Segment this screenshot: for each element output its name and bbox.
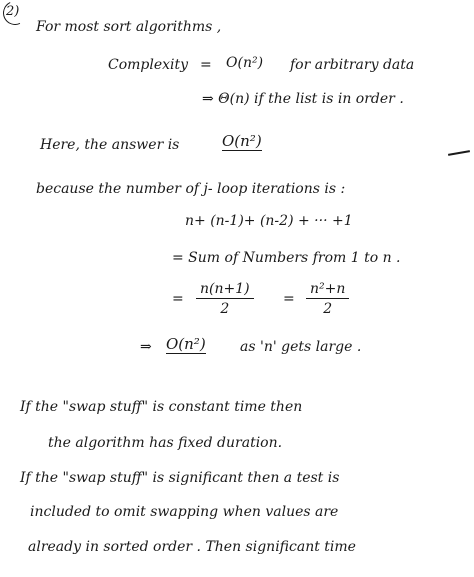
complexity-value: O(n²) — [226, 55, 264, 71]
swap-line-2: the algorithm has fixed duration. — [48, 435, 283, 451]
complexity-tail: for arbitrary data — [290, 57, 415, 73]
answer-prefix: Here, the answer is — [40, 137, 180, 153]
margin-tick-mark — [448, 150, 470, 156]
fraction-1-denominator: 2 — [220, 301, 230, 317]
swap-line-3: If the "swap stuff" is significant then a test is — [20, 470, 340, 486]
fraction-2-denominator: 2 — [323, 301, 333, 317]
fraction-n-squared-plus-n — [306, 282, 349, 316]
question-number: 2) — [6, 4, 20, 19]
fraction-equals-1: = — [172, 291, 184, 307]
fraction-n-times-n-plus-1 — [196, 282, 254, 316]
complexity-equals: = — [200, 57, 212, 73]
large-arrow: ⇒ — [140, 339, 152, 355]
intro-line: For most sort algorithms , — [36, 19, 222, 35]
large-value: O(n²) — [166, 335, 206, 353]
sum-line: = Sum of Numbers from 1 to n . — [172, 250, 401, 266]
fraction-1-numerator: n(n+1) — [196, 282, 254, 299]
answer-value: O(n²) — [222, 132, 262, 150]
fraction-equals-2: = — [283, 291, 295, 307]
series-line: n+ (n-1)+ (n-2) + ··· +1 — [185, 213, 353, 229]
swap-line-4: included to omit swapping when values are — [30, 504, 339, 520]
fraction-2-numerator: n²+n — [306, 282, 349, 299]
complexity-label: Complexity — [108, 57, 189, 73]
swap-line-1: If the "swap stuff" is constant time then — [20, 399, 303, 415]
in-order-line: ⇒ Θ(n) if the list is in order . — [202, 91, 404, 107]
because-line: because the number of j- loop iterations is : — [36, 181, 346, 197]
swap-line-5: already in sorted order . Then significant time — [28, 539, 356, 555]
large-tail: as 'n' gets large . — [240, 339, 362, 355]
